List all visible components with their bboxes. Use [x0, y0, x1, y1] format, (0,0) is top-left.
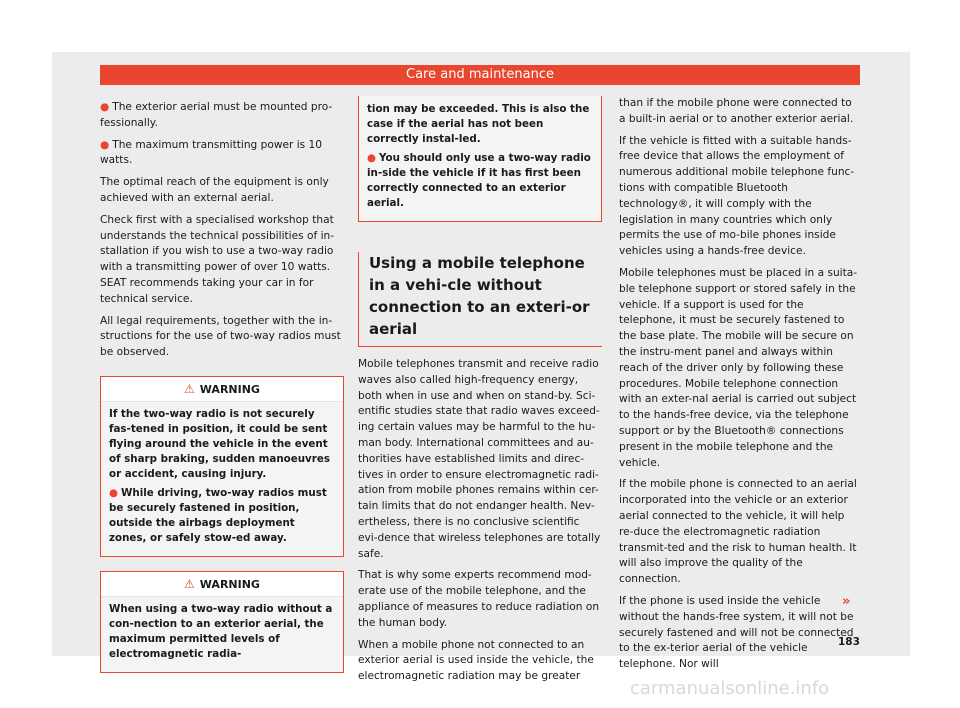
paragraph: If the phone is used inside the vehicle without the hands-free system, it will not be securely fastened and will not be connected to the ex-terior aerial of the vehicle telephone. Nor will [619, 594, 854, 671]
continue-arrow-icon: » [842, 594, 851, 609]
paragraph: If the mobile phone is connected to an aerial incorporated into the vehicle or an exterior aerial connected to the vehicle, it will help re-duce the electromagnetic radiation transmit-ted and the risk to human health. It will also improve the quality of the connection. [619, 478, 857, 586]
column-2 [358, 96, 602, 691]
warning-text: When using a two-way radio without a con-nection to an exterior aerial, the maximum permitted levels of electromagnetic radia- [109, 602, 333, 660]
paragraph: The optimal reach of the equipment is only achieved with an external aerial. [100, 176, 329, 204]
section-header: Care and maintenance [100, 65, 860, 85]
paragraph: All legal requirements, together with the in-structions for the use of two-way radios must be observed. [100, 314, 341, 359]
warning-body [101, 597, 343, 662]
warning-continuation [358, 96, 602, 222]
column-3 [619, 96, 861, 679]
bullet-icon: ● [100, 138, 110, 151]
paragraph: than if the mobile phone were connected to a built-in aerial or to another exterior aerial. [619, 97, 854, 125]
watermark: carmanualsonline.info [630, 678, 830, 699]
warning-text: tion may be exceeded. This is also the case if the aerial has not been correctly instal-led. [367, 103, 590, 145]
warning-header: ⚠ WARNING [101, 572, 343, 597]
warning-text: If the two-way radio is not securely fas-tened in position, it could be sent flying around the vehicle in the event of sharp braking, sudden manoeuvres or accident, causing injury. [109, 407, 330, 480]
paragraph: That is why some experts recommend mod-erate use of the mobile telephone, and the appliance of measures to reduce radiation on the human body. [358, 569, 600, 629]
bullet-icon: ● [367, 152, 376, 164]
warning-triangle-icon: ⚠ [184, 576, 195, 591]
warning-body [101, 402, 343, 546]
warning-triangle-icon: ⚠ [184, 381, 195, 396]
warning-header: ⚠ WARNING [101, 377, 343, 402]
bullet-item: ● The exterior aerial must be mounted pro-fessionally. [100, 101, 333, 129]
warning-bullet: ● You should only use a two-way radio in-side the vehicle if it has first been correctly connected to an exterior aerial. [367, 152, 591, 209]
column-1 [100, 100, 344, 673]
paragraph: When a mobile phone not connected to an exterior aerial is used inside the vehicle, the electromagnetic radiation may be greater [358, 638, 594, 683]
bullet-item: ● The maximum transmitting power is 10 watts. [100, 138, 323, 167]
bullet-icon: ● [100, 101, 110, 113]
warning-box [100, 571, 344, 673]
paragraph: If the vehicle is fitted with a suitable hands-free device that allows the employment of numerous additional mobile telephone func-tions with compatible Bluetooth technology®, it will comply with the legislation in many countries which only permits the use of mo-bile phones inside vehicles using a hands-free device. [619, 134, 855, 258]
bullet-icon: ● [109, 486, 118, 499]
paragraph: Mobile telephones must be placed in a suita-ble telephone support or stored safely in the vehicle. If a support is used for the telephone, it must be securely fastened to the base plate. The mobile will be secure on the instru-ment panel and always within reach of the driver only by following these procedures. Mobile telephone connection with an exter-nal aerial is carried out subject to the hands-free device, via the telephone support or by the Bluetooth® connections present in the mobile telephone and the vehicle. [619, 266, 858, 469]
paragraph: Check first with a specialised workshop that understands the technical possibilities of in-stallation if you wish to use a two-way radio with a transmitting power of over 10 watts. SEAT recommends taking your car in for technical service. [100, 213, 335, 305]
paragraph: Mobile telephones transmit and receive radio waves also called high-frequency energy, both when in use and when on stand-by. Sci-entific studies state that radio waves exceed-ing certain values may be harmful to the hu-man body. International committees and au-thorities have established limits and direc-tives in order to ensure electromagnetic radi-ation from mobile phones remains within cer-tain limits that do not endanger health. Nev-ertheless, there is no conclusive scientific evi-dence that wireless telephones are totally safe. [358, 358, 601, 560]
warning-bullet: ● While driving, two-way radios must be securely fastened in position, outside the airbags deployment zones, or safely stow-ed away. [109, 486, 327, 544]
warning-box [100, 376, 344, 557]
page-number: 183 [838, 636, 860, 648]
section-heading: Using a mobile telephone in a vehi-cle without connection to an exteri-or aerial [358, 252, 602, 347]
